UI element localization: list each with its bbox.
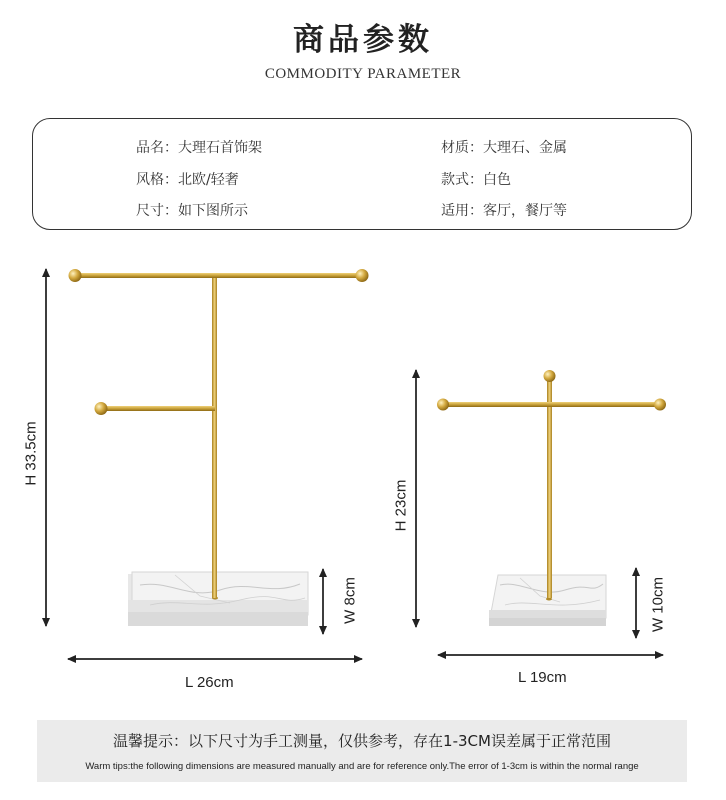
small-bar <box>443 402 661 407</box>
page-title: 商品参数 <box>293 22 433 58</box>
param-size: 尺寸：如下图所示 <box>136 203 248 219</box>
small-top-ball <box>544 370 556 382</box>
large-height-label: H 33.5cm <box>22 421 40 486</box>
small-stand <box>437 370 666 626</box>
page-subtitle: COMMODITY PARAMETER <box>264 66 462 82</box>
param-usage: 适用：客厅，餐厅等 <box>441 203 567 219</box>
large-length-label: L 26cm <box>185 674 234 691</box>
small-right-ball <box>654 399 666 411</box>
small-width-label: W 10cm <box>649 577 667 633</box>
large-side-ball <box>95 402 108 415</box>
large-top-right-ball <box>356 269 369 282</box>
param-material: 材质：大理石、金属 <box>441 140 567 156</box>
param-style: 风格：北欧/轻奢 <box>136 172 239 188</box>
small-length-label: L 19cm <box>518 669 567 686</box>
notice-chinese: 温馨提示：以下尺寸为手工测量，仅供参考，存在1-3CM误差属于正常范围 <box>113 732 611 750</box>
notice-english: Warm tips:the following dimensions are measured manually and are for reference only.The error of 1-3cm is within the normal range <box>85 761 639 772</box>
large-width-label: W 8cm <box>341 577 359 624</box>
param-name: 品名：大理石首饰架 <box>136 140 262 156</box>
small-left-ball <box>437 399 449 411</box>
large-marble-base <box>128 572 308 626</box>
large-top-left-ball <box>69 269 82 282</box>
large-top-bar <box>75 273 363 278</box>
large-side-arm <box>101 406 215 411</box>
small-pole <box>547 378 552 598</box>
small-height-label: H 23cm <box>392 479 410 532</box>
notice-box <box>37 720 687 782</box>
large-pole <box>212 278 217 598</box>
param-design: 款式：白色 <box>441 172 511 188</box>
